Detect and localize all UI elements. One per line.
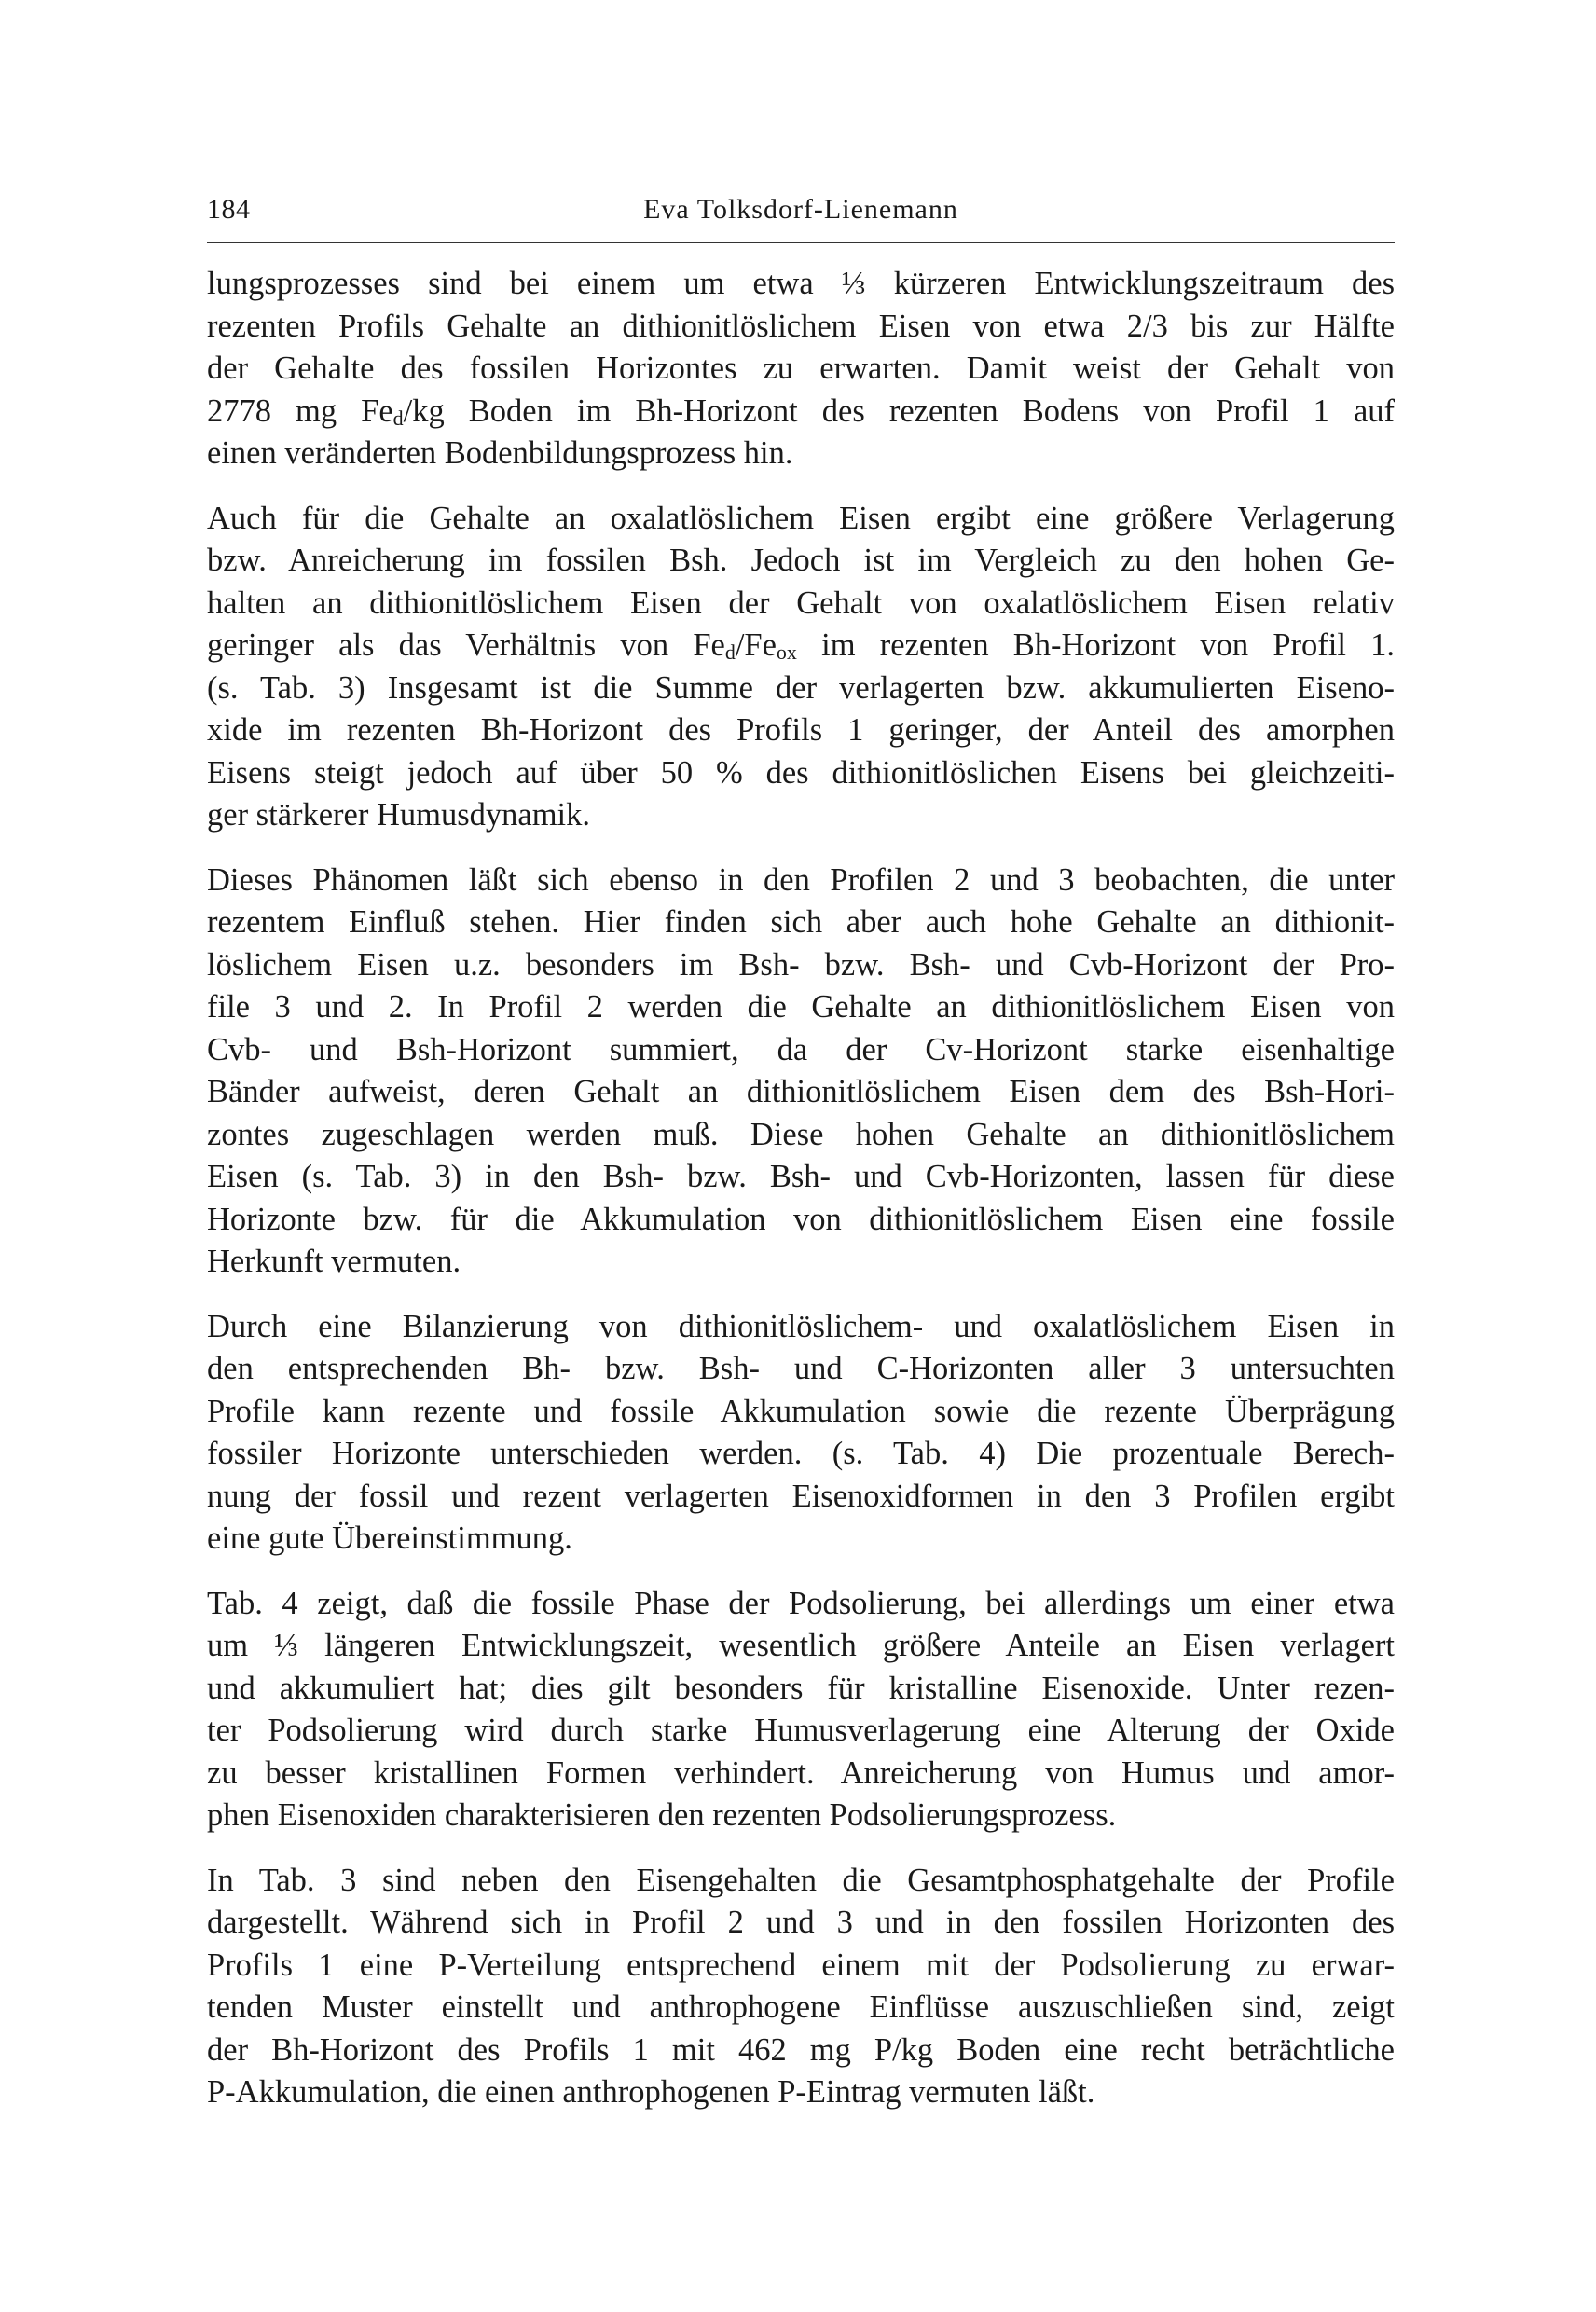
text-line: zu besser kristallinen Formen verhindert. Anreicherung von Humus und amor- [207, 1755, 1395, 1791]
text-line: um ⅓ längeren Entwicklungszeit, wesentlich größere Anteile an Eisen verlagert [207, 1628, 1395, 1663]
text-line: der Bh-Horizont des Profils 1 mit 462 mg P/kg Boden eine recht beträchtliche [207, 2031, 1395, 2068]
text-line: In Tab. 3 sind neben den Eisengehalten die Gesamtphosphatgehalte der Profile [207, 1862, 1395, 1898]
text-line: nung der fossil und rezent verlagerten Eisenoxidformen in den 3 Profilen ergibt [207, 1478, 1395, 1514]
text-line: xide im rezenten Bh-Horizont des Profils 1 geringer, der Anteil des amorphen [207, 712, 1395, 748]
text-line: Horizonte bzw. für die Akkumulation von dithionitlöslichem Eisen eine fossile [207, 1201, 1395, 1237]
text-line: ter Podsolierung wird durch starke Humusverlagerung eine Alterung der Oxide [207, 1713, 1395, 1748]
text-line: der Gehalte des fossilen Horizontes zu erwarten. Damit weist der Gehalt von [207, 351, 1395, 386]
text-line: zontes zugeschlagen werden muß. Diese hohen Gehalte an dithionitlöslichem [207, 1116, 1395, 1152]
text-line: rezenten Profils Gehalte an dithionitlöslichem Eisen von etwa 2/3 bis zur Hälfte [207, 308, 1395, 344]
page-number: 184 [207, 194, 251, 225]
text-line: rezentem Einfluß stehen. Hier finden sich aber auch hohe Gehalte an dithionit- [207, 904, 1395, 940]
text-line: bzw. Anreicherung im fossilen Bsh. Jedoch ist im Vergleich zu den hohen Ge- [207, 543, 1395, 578]
running-head: Eva Tolksdorf-Lienemann [643, 194, 958, 225]
text-line: und akkumuliert hat; dies gilt besonders für kristalline Eisenoxide. Unter rezen- [207, 1670, 1395, 1706]
text-line: fossiler Horizonte unterschieden werden. (s. Tab. 4) Die prozentuale Berech- [207, 1436, 1395, 1471]
paragraph [207, 860, 1395, 1284]
paragraph [207, 1306, 1395, 1561]
text-line: lungsprozesses sind bei einem um etwa ⅓ kürzeren Entwicklungszeitraum des [207, 266, 1395, 301]
text-line: Profile kann rezente und fossile Akkumulation sowie die rezente Überprägung [207, 1393, 1395, 1429]
text-line: löslichem Eisen u.z. besonders im Bsh- bzw. Bsh- und Cvb-Horizont der Pro- [207, 946, 1395, 983]
text-line: phen Eisenoxiden charakterisieren den rezenten Podsolierungsprozess. [207, 1797, 1117, 1833]
text-line: file 3 und 2. In Profil 2 werden die Gehalte an dithionitlöslichem Eisen von [207, 989, 1395, 1025]
page-header [207, 188, 1395, 237]
text-line: Herkunft vermuten. [207, 1244, 461, 1279]
paragraph [207, 1860, 1395, 2114]
text-line: 2778 mg $Fe_d/kg$ Boden im Bh-Horizont des rezenten Bodens von Profil 1 auf [207, 392, 1395, 430]
text-line: dargestellt. Während sich in Profil 2 und 3 und in den fossilen Horizonten des [207, 1905, 1395, 1940]
text-line: P-Akkumulation, die einen anthrophogenen P-Eintrag vermuten läßt. [207, 2074, 1095, 2110]
text-line: ger stärkerer Humusdynamik. [207, 797, 591, 833]
text-line: den entsprechenden Bh- bzw. Bsh- und C-Horizonten aller 3 untersuchten [207, 1351, 1395, 1386]
text-line: Durch eine Bilanzierung von dithionitlöslichem- und oxalatlöslichem Eisen in [207, 1308, 1395, 1344]
body-text [207, 263, 1395, 2114]
text-line: Cvb- und Bsh-Horizont summiert, da der Cv-Horizont starke eisenhaltige [207, 1031, 1395, 1067]
text-line: Profils 1 eine P-Verteilung entsprechend einem mit der Podsolierung zu erwar- [207, 1947, 1395, 1983]
text-line: (s. Tab. 3) Insgesamt ist die Summe der verlagerten bzw. akkumulierten Eiseno- [207, 669, 1395, 706]
header-rule [207, 242, 1395, 243]
text-line: eine gute Übereinstimmung. [207, 1521, 572, 1556]
text-line: Dieses Phänomen läßt sich ebenso in den Profilen 2 und 3 beobachten, die unter [207, 861, 1395, 898]
text-line: halten an dithionitlöslichem Eisen der Gehalt von oxalatlöslichem Eisen relativ [207, 585, 1395, 621]
paragraph [207, 498, 1395, 837]
text-line: geringer als das Verhältnis von $Fe_d/Fe_{ox}$ im rezenten Bh-Horizont von Profil 1. [207, 627, 1396, 664]
text-line: Bänder aufweist, deren Gehalt an dithionitlöslichem Eisen dem des Bsh-Hori- [207, 1074, 1395, 1109]
text-line: tenden Muster einstellt und anthrophogene Einflüsse auszuschließen sind, zeigt [207, 1989, 1395, 2025]
text-line: einen veränderten Bodenbildungsprozess hin. [207, 435, 793, 471]
paragraph [207, 263, 1395, 475]
text-line: Eisen (s. Tab. 3) in den Bsh- bzw. Bsh- und Cvb-Horizonten, lassen für diese [207, 1159, 1395, 1194]
paragraph [207, 1583, 1395, 1837]
text-line: Auch für die Gehalte an oxalatlöslichem Eisen ergibt eine größere Verlagerung [207, 500, 1395, 536]
text-line: Tab. 4 zeigt, daß die fossile Phase der Podsolierung, bei allerdings um einer etwa [207, 1585, 1395, 1621]
text-line: Eisens steigt jedoch auf über 50 % des dithionitlöslichen Eisens bei gleichzeiti- [207, 754, 1395, 791]
